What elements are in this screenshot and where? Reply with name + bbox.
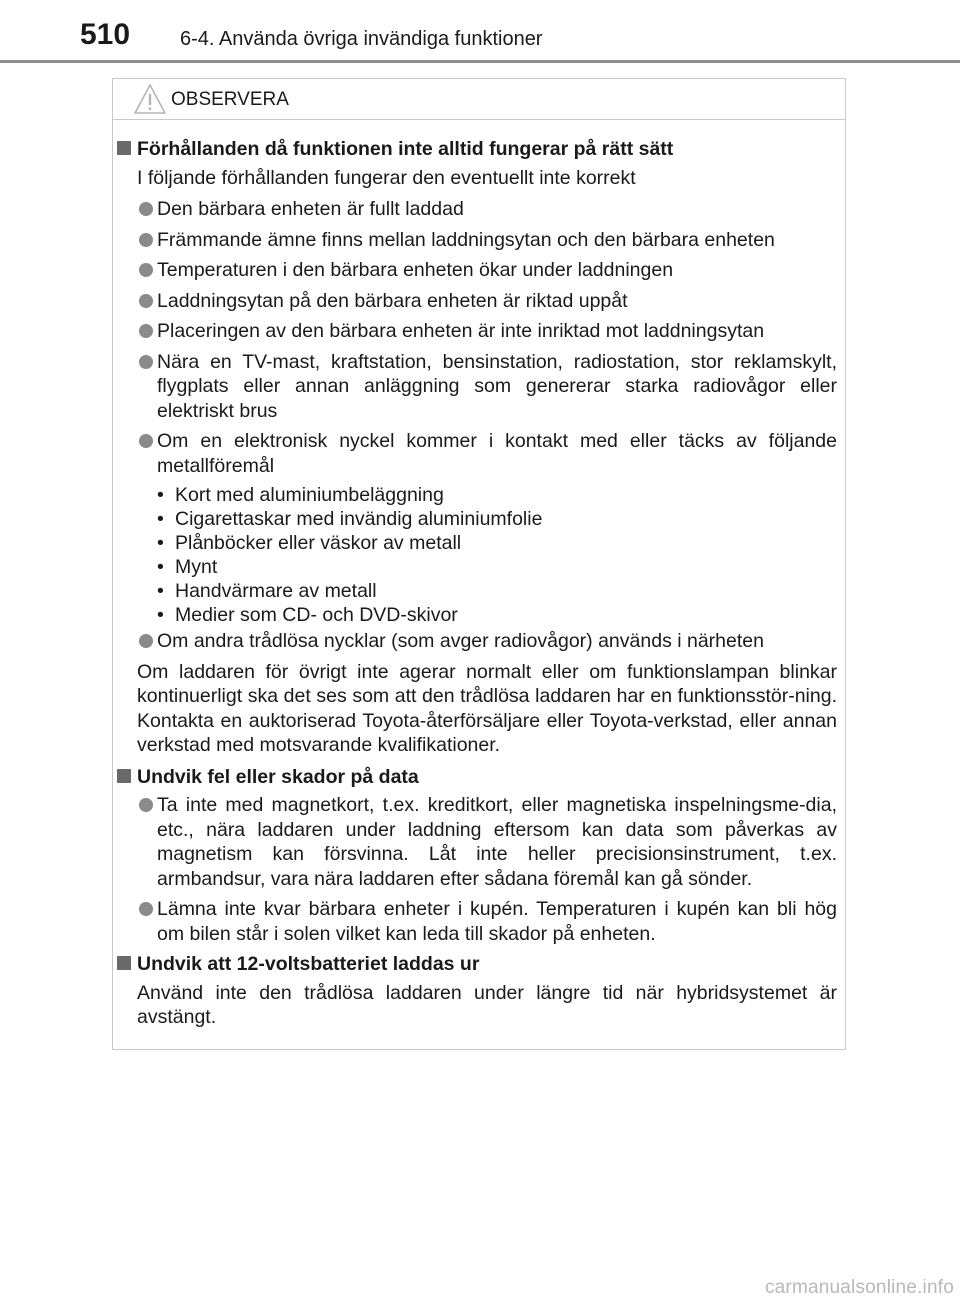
list-item: Främmande ämne finns mellan laddningsytan och den bärbara enheten	[113, 228, 845, 253]
circle-bullet-icon	[139, 324, 153, 338]
circle-bullet-icon	[139, 355, 153, 369]
section-closing: Om laddaren för övrigt inte agerar normalt eller om funktionslampan blinkar kontinuerligt ska det ses som att den trådlösa laddaren har en funktionsstör-ning. Kontakta en auktoriserad Toyota-återförsäljare eller Toyota-verkstad, eller annan verkstad med motsvarande kvalifikationer.	[137, 660, 837, 756]
sub-list-item: • Kort med aluminiumbeläggning	[157, 484, 444, 506]
sub-list-item: • Mynt	[157, 556, 218, 578]
notice-box	[112, 78, 846, 1050]
sub-list-item: • Plånböcker eller väskor av metall	[157, 532, 462, 554]
sub-list-item: • Medier som CD- och DVD-skivor	[157, 604, 458, 626]
section-text: Använd inte den trådlösa laddaren under längre tid när hybridsystemet är avstängt.	[137, 981, 837, 1028]
section-heading: Undvik att 12-voltsbatteriet laddas ur	[113, 952, 845, 977]
sub-list-item: • Handvärmare av metall	[157, 580, 377, 602]
circle-bullet-icon	[139, 902, 153, 916]
circle-bullet-icon	[139, 202, 153, 216]
section-intro: I följande förhållanden fungerar den eventuellt inte korrekt	[137, 166, 636, 189]
notice-label: OBSERVERA	[171, 89, 289, 110]
list-item: Den bärbara enheten är fullt laddad	[113, 197, 845, 222]
list-item: Placeringen av den bärbara enheten är inte inriktad mot laddningsytan	[113, 319, 845, 344]
section-heading: Undvik fel eller skador på data	[113, 765, 845, 790]
list-item: Lämna inte kvar bärbara enheter i kupén. Temperaturen i kupén kan bli hög om bilen står i solen vilket kan leda till skador på enheten.	[113, 897, 845, 946]
list-item: Nära en TV-mast, kraftstation, bensinstation, radiostation, stor reklamskylt, flygplats eller annan anläggning som genererar starka radiovågor eller elektriskt brus	[113, 350, 845, 424]
square-bullet-icon	[117, 769, 131, 783]
sub-list-item: • Cigarettaskar med invändig aluminiumfolie	[157, 508, 543, 530]
circle-bullet-icon	[139, 634, 153, 648]
circle-bullet-icon	[139, 434, 153, 448]
warning-triangle-icon	[133, 83, 167, 115]
chapter-title: 6-4. Använda övriga invändiga funktioner	[180, 28, 543, 50]
circle-bullet-icon	[139, 294, 153, 308]
square-bullet-icon	[117, 141, 131, 155]
notice-header	[113, 79, 845, 120]
header-rule	[0, 60, 960, 63]
page-number: 510	[80, 18, 131, 51]
list-item: Laddningsytan på den bärbara enheten är riktad uppåt	[113, 289, 845, 314]
circle-bullet-icon	[139, 263, 153, 277]
page-header	[0, 0, 960, 62]
circle-bullet-icon	[139, 233, 153, 247]
square-bullet-icon	[117, 956, 131, 970]
list-item: Om en elektronisk nyckel kommer i kontakt med eller täcks av följande metallföremål	[113, 429, 845, 478]
list-item: Ta inte med magnetkort, t.ex. kreditkort, eller magnetiska inspelningsme-dia, etc., nära laddaren under laddning eftersom kan data som påverkas av magnetism kan försvinna. Låt inte heller precisionsinstrument, t.ex. armbandsur, vara nära laddaren efter sådana föremål kan gå sönder.	[113, 793, 845, 891]
list-item: Om andra trådlösa nycklar (som avger radiovågor) används i närheten	[113, 629, 845, 654]
list-item: Temperaturen i den bärbara enheten ökar under laddningen	[113, 258, 845, 283]
metal-objects-list	[113, 483, 845, 627]
watermark: carmanualsonline.info	[764, 1277, 954, 1298]
notice-content	[113, 137, 845, 1037]
circle-bullet-icon	[139, 798, 153, 812]
section-heading: Förhållanden då funktionen inte alltid fungerar på rätt sätt	[113, 137, 845, 162]
